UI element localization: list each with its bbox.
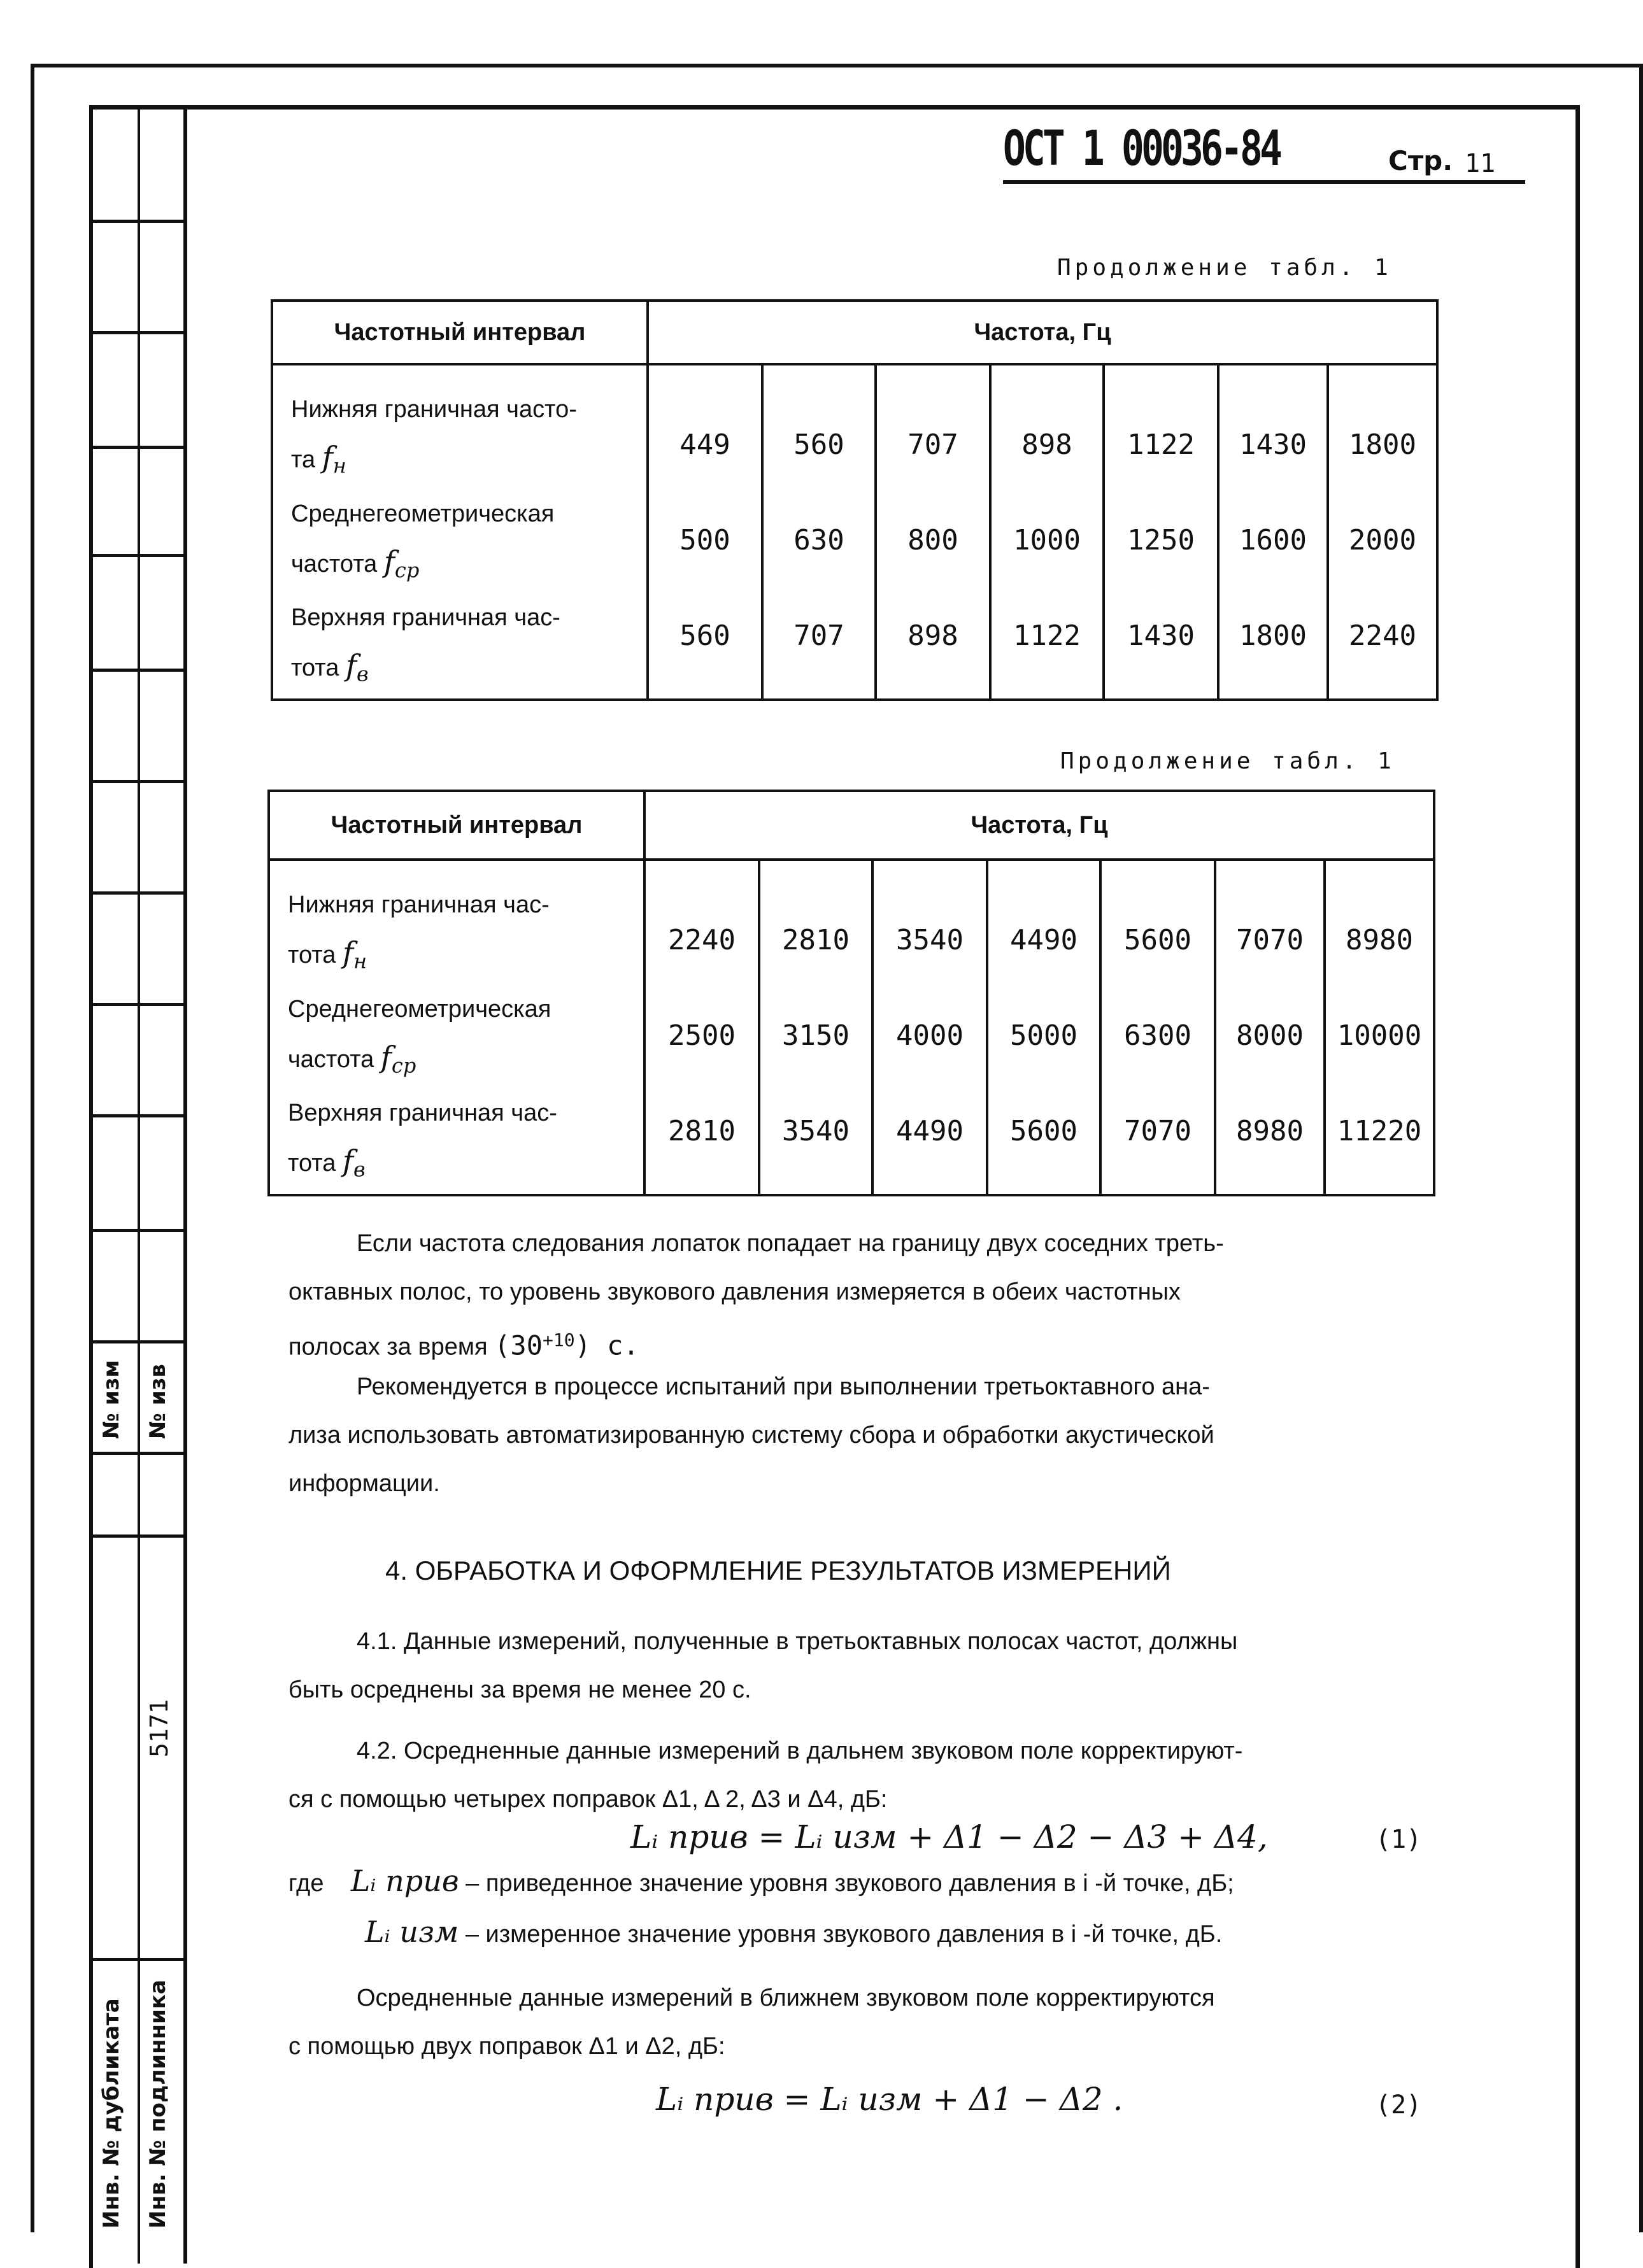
notice-no-label: № изв [145,1364,171,1439]
label-lower-line1: Нижняя граничная часто- [291,396,577,423]
row-labels [272,364,648,700]
label-mid-line1: Среднегеометрическая [291,500,555,527]
value-column: 8980 10000 11220 [1325,860,1434,1195]
paragraph-boundary-frequency: Если частота следования лопаток попадает на границу двух соседних треть- октавных полос, то уровень звукового давления измеряется в обеих частотных полосах за время $(30^{+10})$ с. [288,1230,1224,1361]
value-column: 560 630 707 [762,364,876,700]
frequency-table-2 [267,790,1435,1196]
change-no-label: № изм [99,1359,124,1439]
col-header-frequency: Частота, Гц [648,301,1437,364]
paragraph-near-field: Осредненные данные измерений в ближнем звуковом поле корректируются с помощью двух поправок Δ1 и Δ2, дБ: [288,1985,1215,2060]
page-number: 11 [1465,149,1496,178]
original-inventory-label: Инв. № подлинника [145,1980,171,2229]
label-upper-line2: тота $f_в$ [291,648,369,686]
value-column: 1800 2000 2240 [1328,364,1437,700]
formula-2: Lᵢ прив = Lᵢ изм + Δ1 − Δ2 . [656,2081,1123,2118]
paragraph-4-1: 4.1. Данные измерений, полученные в третьоктавных полосах частот, должны быть осреднены за время не менее 20 с. [288,1628,1238,1703]
label-upper-line1: Верхняя граничная час- [288,1100,557,1127]
label-upper-line1: Верхняя граничная час- [291,604,560,632]
label-mid-line2: частота $f_{ср}$ [291,544,420,583]
margin-strip-divider [138,105,140,2264]
frequency-table-1 [271,299,1439,701]
value-column: 898 1000 1122 [990,364,1104,700]
value-column: 7070 8000 8980 [1215,860,1325,1195]
value-column: 2240 2500 2810 [644,860,759,1195]
row-labels [269,860,644,1195]
table-caption: Продолжение табл. 1 [1057,255,1392,281]
header-underline [1003,180,1525,184]
label-lower-line1: Нижняя граничная час- [288,891,550,918]
value-column: 449 500 560 [648,364,762,700]
formula-1-number: (1) [1376,1825,1422,1854]
value-column: 4490 5000 5600 [987,860,1100,1195]
inventory-number: 5171 [145,1699,173,1757]
col-header-frequency: Частота, Гц [644,791,1434,860]
document-code: ОСТ 1 00036-84 [1003,120,1280,176]
formula-2-number: (2) [1376,2090,1422,2120]
col-header-interval: Частотный интервал [269,791,644,860]
label-lower-line2: тота $f_н$ [288,935,367,974]
table-caption: Продолжение табл. 1 [1060,748,1395,774]
value-column: 1122 1250 1430 [1104,364,1218,700]
value-column: 1430 1600 1800 [1218,364,1328,700]
label-mid-line2: частота $f_{ср}$ [288,1039,416,1078]
value-column: 3540 4000 4490 [872,860,987,1195]
page-label: Стр. [1388,145,1453,176]
label-upper-line2: тота $f_в$ [288,1144,366,1182]
duplicate-inventory-label: Инв. № дубликата [99,1998,124,2229]
table-body-row [272,364,1437,700]
value-column: 5600 6300 7070 [1100,860,1215,1195]
paragraph-recommendation: Рекомендуется в процессе испытаний при выполнении третьоктавного ана- лиза использовать автоматизированную систему сбора и обработки акустической информации. [288,1373,1214,1497]
value-column: 2810 3150 3540 [759,860,872,1195]
table-body-row [269,860,1434,1195]
col-header-interval: Частотный интервал [272,301,648,364]
paragraph-4-2: 4.2. Осредненные данные измерений в дальнем звуковом поле корректируют- ся с помощью четырех поправок Δ1, Δ 2, Δ3 и Δ4, дБ: [288,1738,1243,1813]
formula-1: Lᵢ прив = Lᵢ изм + Δ1 − Δ2 − Δ3 + Δ4, [630,1818,1268,1855]
formula-1-where: где Lᵢ прив – приведенное значение уровня звукового давления в i -й точке, дБ; Lᵢ изм – измеренное значение уровня звукового давления в i -й точке, дБ. [288,1864,1234,1949]
label-lower-line2: та $f_н$ [291,440,346,478]
section-title: 4. ОБРАБОТКА И ОФОРМЛЕНИЕ РЕЗУЛЬТАТОВ ИЗМЕРЕНИЙ [385,1556,1171,1585]
value-column: 707 800 898 [876,364,990,700]
label-mid-line1: Среднегеометрическая [288,995,551,1023]
